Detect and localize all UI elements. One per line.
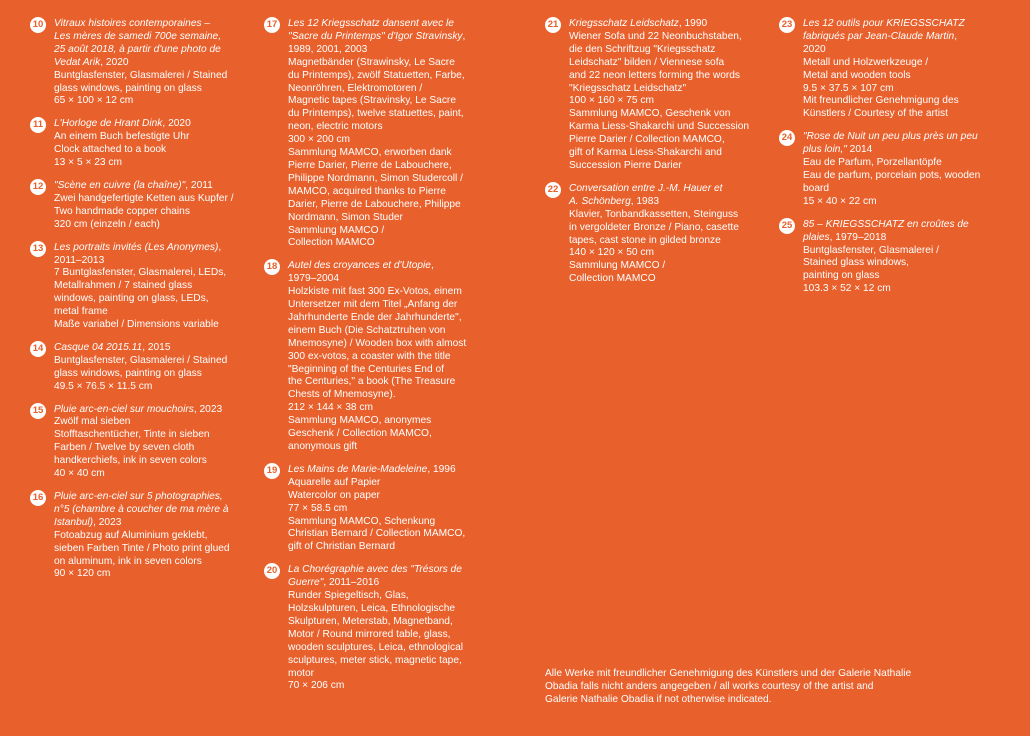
artwork-date: , 2020 [100, 56, 129, 68]
artwork-detail-line: Pierre Darier / Collection MAMCO, [569, 134, 725, 146]
artwork-entry [264, 260, 494, 454]
artwork-heading [803, 219, 1007, 245]
artwork-detail-line: tapes, cast stone in gilded bronze [569, 234, 721, 246]
artwork-title: Conversation entre J.-M. Hauer et [569, 182, 723, 194]
artwork-title: Les Mains de Marie-Madeleine [288, 463, 428, 475]
footer-line: Galerie Nathalie Obadia if not otherwise indicated. [545, 693, 772, 705]
artwork-heading [54, 18, 252, 70]
artwork-detail-line: Zwölf mal sieben [54, 416, 131, 428]
artwork-detail-line: Sammlung MAMCO, anonymes [288, 415, 432, 427]
artwork-title-line [803, 131, 1007, 144]
artwork-detail-line: Untersetzer mit dem Titel „Anfang der [288, 299, 458, 311]
column-4 [779, 18, 1007, 306]
artwork-detail-line: Metallrahmen / 7 stained glass [54, 280, 193, 292]
artwork-detail-line: Neonröhren, Elektromotoren / [288, 82, 423, 94]
artwork-heading [54, 180, 252, 193]
artwork-title-line [288, 31, 494, 44]
artwork-detail-line: Philippe Nordmann, Simon Studercoll / [288, 172, 463, 184]
artwork-detail-line: sculptures, meter stick, magnetic tape, [288, 654, 462, 666]
artwork-title-line [54, 57, 252, 70]
artwork-heading [569, 183, 770, 209]
artwork-title: Les mères de samedi 700e semaine, [54, 30, 222, 42]
artwork-detail-line: Sammlung MAMCO, Schenkung [288, 515, 436, 527]
artwork-heading [54, 342, 252, 355]
artwork-date: , 1996 [427, 463, 456, 475]
artwork-detail-line: Pierre Darier, Pierre de Labouchere, [288, 159, 452, 171]
artwork-title-line [54, 18, 252, 31]
artwork-detail-line: Zwei handgefertigte Ketten aus Kupfer / [54, 192, 234, 204]
artwork-title-line [569, 18, 770, 31]
artwork-detail-line: Buntglasfenster, Glasmalerei / Stained [54, 69, 228, 81]
artwork-title-line [569, 196, 770, 209]
artwork-detail-line: 7 Buntglasfenster, Glasmalerei, LEDs, [54, 267, 227, 279]
artwork-entry [264, 18, 494, 250]
artwork-detail-line: Succession Pierre Darier [569, 159, 682, 171]
artwork-date: , 1979–2018 [829, 231, 887, 243]
artwork-detail-line: on aluminum, ink in seven colors [54, 555, 202, 567]
artwork-detail-line: Collection MAMCO [569, 273, 656, 285]
artwork-detail-line: du Printemps), zwölf Statuetten, Farbe, [288, 69, 465, 81]
catalog-number-badge: 23 [779, 17, 795, 33]
artwork-date: , 2015 [142, 341, 171, 353]
artwork-detail-line: Geschenk / Collection MAMCO, [288, 428, 432, 440]
artwork-title: Pluie arc-en-ciel sur 5 photographies, [54, 491, 223, 502]
artwork-title: Pluie arc-en-ciel sur mouchoirs [54, 403, 194, 415]
artwork-detail-line: 212 × 144 × 38 cm [288, 402, 373, 414]
artwork-detail-line: 300 × 200 cm [288, 134, 351, 146]
artwork-title: plaies [803, 231, 830, 243]
artwork-heading [54, 118, 252, 131]
artwork-detail-line: 9.5 × 37.5 × 107 cm [803, 82, 894, 94]
artwork-detail-line: Mit freundlicher Genehmigung des [803, 95, 959, 107]
artwork-title: "Scène en cuivre (la chaîne)" [54, 179, 186, 191]
artwork-detail-line: motor [288, 667, 315, 679]
artwork-detail-line: 2011–2013 [54, 254, 105, 266]
artwork-detail-line: gift of Christian Bernard [288, 541, 396, 553]
artwork-entry [30, 118, 252, 170]
catalog-number-badge: 12 [30, 179, 46, 195]
artwork-detail-line: "Kriegsschatz Leidschatz" [569, 82, 687, 94]
catalog-number-badge: 10 [30, 17, 46, 33]
artwork-title: A. Schönberg [569, 195, 631, 207]
artwork-detail-line: Watercolor on paper [288, 489, 380, 501]
artwork-detail-line: Metal and wooden tools [803, 69, 911, 81]
artwork-title-line [288, 577, 494, 590]
catalog-number-badge: 24 [779, 130, 795, 146]
artwork-date: , [430, 260, 434, 272]
catalog-number-badge: 11 [30, 117, 46, 133]
artwork-detail-line: Aquarelle auf Papier [288, 476, 381, 488]
artwork-title: "Rose de Nuit un peu plus près un peu [803, 131, 978, 143]
artwork-title-line [54, 491, 252, 504]
artwork-detail-line: the Centuries," a book (The Treasure [288, 376, 456, 388]
artwork-detail-line: 1979–2004 [288, 273, 339, 285]
artwork-date: 2014 [846, 144, 873, 156]
artwork-title: 25 août 2018, à partir d'une photo de [54, 43, 221, 55]
artwork-detail-line: neon, electric motors [288, 121, 383, 133]
artwork-title-line [569, 183, 770, 196]
artwork-detail-line: Eau de parfum, porcelain pots, wooden [803, 169, 981, 181]
artwork-detail-line: du Printemps), twelve statuettes, paint, [288, 108, 464, 120]
artwork-detail-line: An einem Buch befestigte Uhr [54, 131, 190, 143]
footer-line: Alle Werke mit freundlicher Genehmigung des Künstlers und der Galerie Nathalie [545, 668, 912, 679]
artwork-title-line [803, 144, 1007, 157]
artwork-detail-line: sieben Farben Tinte / Photo print glued [54, 542, 230, 554]
catalog-number-badge: 19 [264, 463, 280, 479]
artwork-detail-line: Skulpturen, Meterstab, Magnetband, [288, 615, 453, 627]
artwork-entry [779, 18, 1007, 121]
artwork-heading [288, 260, 494, 273]
artwork-detail-line: anonymous gift [288, 441, 358, 452]
artwork-detail-line: 40 × 40 cm [54, 468, 105, 480]
artwork-detail-line: Clock attached to a book [54, 144, 167, 156]
artwork-date: , 2020 [162, 118, 191, 130]
catalog-number-badge: 18 [264, 259, 280, 275]
artwork-title: Guerre" [288, 577, 324, 589]
artwork-detail-line: Sammlung MAMCO / [288, 224, 385, 236]
artwork-heading [803, 131, 1007, 157]
column-2 [264, 18, 494, 703]
artwork-detail-line: Magnetbänder (Strawinsky, Le Sacre [288, 56, 455, 68]
artwork-detail-line: metal frame [54, 306, 108, 318]
artwork-detail-line: 300 ex-votos, a coaster with the title [288, 350, 451, 362]
artwork-detail-line: Runder Spiegeltisch, Glas, [288, 590, 409, 602]
artwork-title-line [288, 18, 494, 31]
artwork-heading [288, 464, 494, 477]
artwork-title-line [803, 18, 1007, 31]
artwork-detail-line: Klavier, Tonbandkassetten, Steinguss [569, 208, 739, 220]
artwork-detail-line: Stained glass windows, [803, 257, 909, 269]
artwork-detail-line: Holzkiste mit fast 300 Ex-Votos, einem [288, 286, 462, 298]
artwork-detail-line: Stofftaschentücher, Tinte in sieben [54, 429, 210, 441]
artwork-date: , [218, 241, 222, 253]
artwork-date: , [954, 30, 958, 42]
artwork-title-line [54, 31, 252, 44]
artwork-entry [264, 464, 494, 554]
artwork-detail-line: Magnetic tapes (Stravinsky, Le Sacre [288, 95, 456, 107]
artwork-title: Les 12 Kriegsschatz dansent avec le [288, 18, 454, 29]
artwork-detail-line: "Beginning of the Centuries End of [288, 363, 444, 375]
artwork-title: Kriegsschatz Leidschatz [569, 18, 679, 29]
artwork-detail-line: Sammlung MAMCO, erworben dank [288, 147, 452, 159]
artwork-entry [779, 131, 1007, 208]
artwork-detail-line: Fotoabzug auf Aluminium geklebt, [54, 529, 208, 541]
artwork-detail-line: and 22 neon letters forming the words [569, 69, 741, 81]
artwork-date: , 2011–2016 [323, 577, 380, 589]
artwork-date: , 1983 [630, 195, 660, 207]
artwork-detail-line: in vergoldeter Bronze / Piano, casette [569, 221, 739, 233]
artwork-title-line [54, 517, 252, 530]
artwork-date: , [462, 30, 466, 42]
artwork-title: 85 – KRIEGSSCHATZ en croûtes de [803, 218, 969, 230]
artwork-detail-line: painting on glass [803, 270, 880, 282]
artwork-date: , 1990 [678, 18, 708, 29]
catalog-number-badge: 22 [545, 182, 561, 198]
artwork-detail-line: wooden sculptures, Leica, ethnological [288, 641, 463, 653]
credits-footer [545, 668, 985, 707]
artwork-title-line [288, 464, 494, 477]
artwork-detail-line: board [803, 182, 830, 194]
artwork-title-line [803, 232, 1007, 245]
artwork-title-line [54, 404, 252, 417]
artwork-detail-line: 1989, 2001, 2003 [288, 43, 368, 55]
artwork-detail-line: 90 × 120 cm [54, 568, 111, 580]
footer-line: Obadia falls nicht anders angegeben / all works courtesy of the artist and [545, 680, 874, 692]
artwork-detail-line: MAMCO, acquired thanks to Pierre [288, 185, 446, 197]
artwork-entry [30, 491, 252, 581]
artwork-detail-line: windows, painting on glass, LEDs, [54, 293, 209, 305]
catalog-number-badge: 17 [264, 17, 280, 33]
artwork-title: n°5 (chambre à coucher de ma mère à [54, 503, 229, 515]
artwork-entry [30, 18, 252, 108]
artwork-heading [803, 18, 1007, 44]
artwork-detail-line: Buntglasfenster, Glasmalerei / Stained [54, 354, 228, 366]
artwork-detail-line: glass windows, painting on glass [54, 367, 202, 379]
artwork-heading [54, 404, 252, 417]
artwork-detail-line: Leidschatz" bilden / Viennese sofa [569, 56, 725, 68]
artwork-title-line [803, 219, 1007, 232]
artwork-detail-line: 77 × 58.5 cm [288, 502, 348, 514]
artwork-title-line [54, 504, 252, 517]
artwork-detail-line: Holzskulpturen, Leica, Ethnologische [288, 602, 456, 614]
artwork-title: Casque 04 2015.11 [54, 341, 143, 353]
artwork-detail-line: 70 × 206 cm [288, 680, 345, 692]
artwork-detail-line: Wiener Sofa und 22 Neonbuchstaben, [569, 30, 742, 42]
artwork-title: fabriqués par Jean-Claude Martin [803, 30, 955, 42]
artwork-detail-line: Maße variabel / Dimensions variable [54, 319, 219, 331]
artwork-detail-line: 100 × 160 × 75 cm [569, 95, 654, 107]
artwork-detail-line: Collection MAMCO [288, 237, 375, 249]
artwork-detail-line: Eau de Parfum, Porzellantöpfe [803, 157, 942, 169]
artwork-detail-line: Karma Liess-Shakarchi und Succession [569, 121, 750, 133]
catalog-number-badge: 20 [264, 563, 280, 579]
artwork-detail-line: Darier, Pierre de Labouchere, Philippe [288, 198, 461, 210]
artwork-title: Les portraits invités (Les Anonymes) [54, 241, 219, 253]
artwork-date: , 2011 [185, 179, 213, 191]
catalog-number-badge: 25 [779, 218, 795, 234]
artwork-detail-line: 103.3 × 52 × 12 cm [803, 283, 891, 295]
artwork-entry [30, 242, 252, 332]
artwork-title-line [54, 242, 252, 255]
artwork-title: L'Horloge de Hrant Dink [54, 118, 163, 130]
catalog-number-badge: 21 [545, 17, 561, 33]
artwork-detail-line: Metall und Holzwerkzeuge / [803, 56, 929, 68]
artwork-title: La Chorégraphie avec des "Trésors de [288, 564, 462, 576]
artwork-detail-line: Sammlung MAMCO / [569, 260, 666, 272]
artwork-title-line [54, 44, 252, 57]
artwork-title: Vedat Arik [54, 56, 101, 68]
artwork-heading [54, 242, 252, 255]
artwork-entry [264, 564, 494, 693]
artwork-detail-line: 13 × 5 × 23 cm [54, 157, 122, 169]
artwork-detail-line: Sammlung MAMCO, Geschenk von [569, 108, 731, 120]
artwork-entry [545, 18, 770, 173]
artwork-detail-line: handkerchiefs, ink in seven colors [54, 455, 207, 467]
artwork-detail-line: Two handmade copper chains [54, 205, 190, 217]
artwork-detail-line: 140 × 120 × 50 cm [569, 247, 654, 259]
artwork-title: plus loin," [803, 144, 847, 156]
artwork-detail-line: 65 × 100 × 12 cm [54, 95, 134, 107]
artwork-title: "Sacre du Printemps" d'Igor Stravinsky [288, 30, 463, 42]
artwork-detail-line: glass windows, painting on glass [54, 82, 202, 94]
artwork-detail-line: 2020 [803, 43, 826, 55]
artwork-date: , 2023 [193, 403, 223, 415]
artwork-entry [545, 183, 770, 286]
artwork-title: Autel des croyances et d'Utopie [288, 260, 431, 272]
artwork-detail-line: Jahrhunderte Ende der Jahrhunderte", [288, 311, 462, 323]
catalog-number-badge: 14 [30, 341, 46, 357]
artwork-detail-line: die den Schriftzug "Kriegsschatz [569, 43, 716, 55]
artwork-detail-line: 320 cm (einzeln / each) [54, 218, 160, 230]
artwork-title-line [54, 118, 252, 131]
catalog-number-badge: 15 [30, 403, 46, 419]
artwork-heading [288, 18, 494, 44]
catalog-number-badge: 13 [30, 241, 46, 257]
artwork-detail-line: einem Buch (Die Schatztruhen von [288, 324, 446, 336]
artwork-detail-line: Motor / Round mirrored table, glass, [288, 628, 451, 640]
artwork-detail-line: Christian Bernard / Collection MAMCO, [288, 528, 466, 540]
column-1 [30, 18, 252, 591]
artwork-entry [30, 342, 252, 394]
artwork-title: Vitraux histoires contemporaines – [54, 18, 211, 29]
artwork-detail-line: gift of Karma Liess-Shakarchi and [569, 147, 722, 159]
artwork-entry [30, 404, 252, 481]
artwork-entry [779, 219, 1007, 296]
artwork-title-line [803, 31, 1007, 44]
artwork-heading [54, 491, 252, 530]
artwork-title-line [54, 342, 252, 355]
artwork-detail-line: Künstlers / Courtesy of the artist [803, 108, 948, 120]
artwork-detail-line: Nordmann, Simon Studer [288, 211, 403, 223]
artwork-detail-line: Buntglasfenster, Glasmalerei / [803, 244, 939, 256]
artwork-detail-line: 15 × 40 × 22 cm [803, 195, 877, 207]
catalog-number-badge: 16 [30, 490, 46, 506]
artwork-heading [569, 18, 770, 31]
artwork-date: , 2023 [93, 516, 122, 528]
artwork-detail-line: 49.5 × 76.5 × 11.5 cm [54, 380, 153, 392]
artwork-heading [288, 564, 494, 590]
artwork-detail-line: Chests of Mnemosyne). [288, 389, 396, 401]
artwork-detail-line: Mnemosyne) / Wooden box with almost [288, 337, 467, 349]
artwork-entry [30, 180, 252, 232]
artwork-title-line [288, 564, 494, 577]
artwork-detail-line: Farben / Twelve by seven cloth [54, 442, 195, 454]
artwork-title: Les 12 outils pour KRIEGSSCHATZ [803, 18, 965, 29]
column-3 [545, 18, 770, 296]
artwork-title-line [54, 180, 252, 193]
artwork-title-line [288, 260, 494, 273]
artwork-title: Istanbul) [54, 516, 94, 528]
